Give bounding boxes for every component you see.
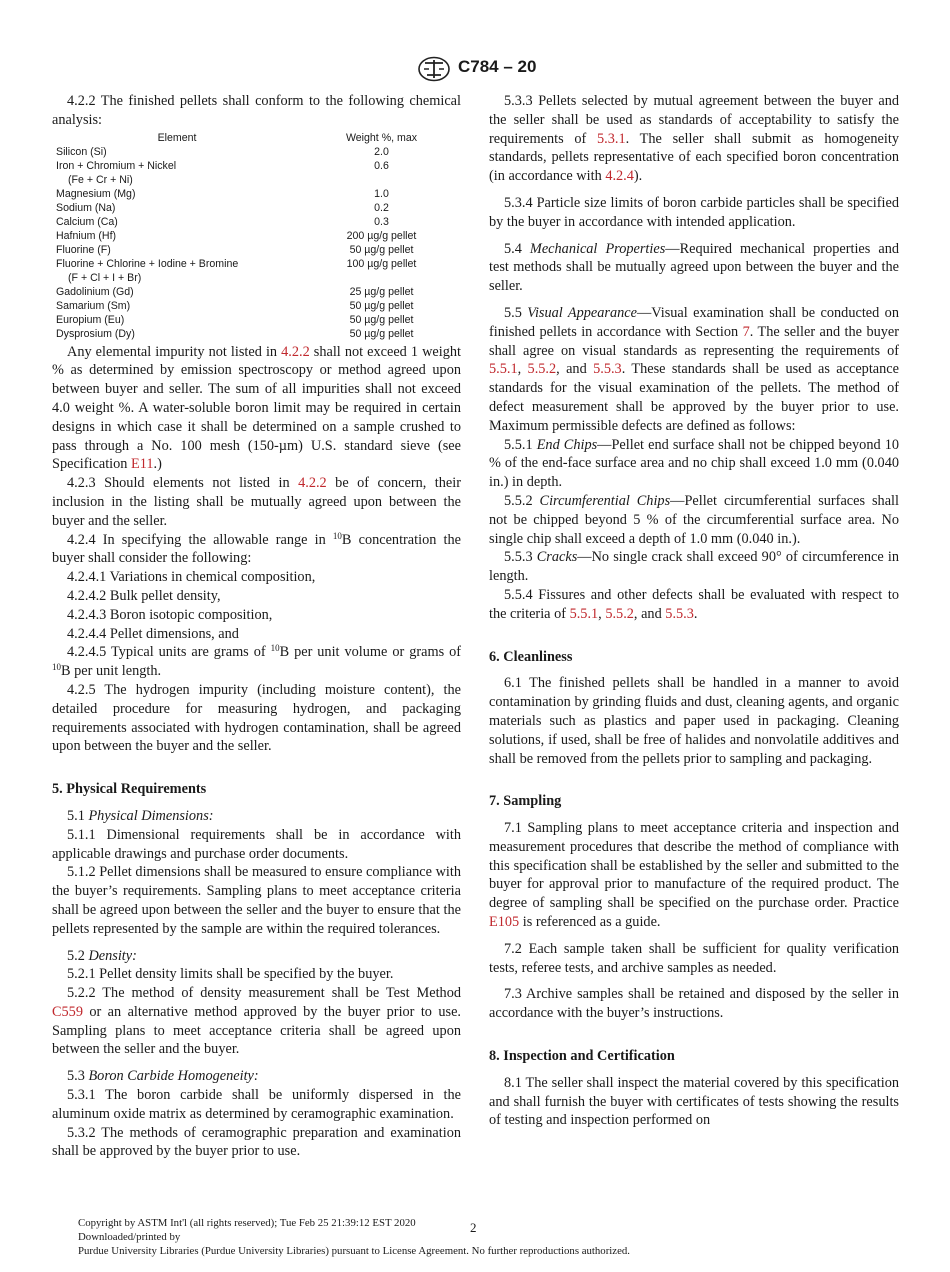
link-4-2-2[interactable]: 4.2.2 [281,343,310,360]
element-name: Iron + Chromium + Nickel [56,159,177,172]
table-row [52,215,461,229]
weight-value: 50 µg/g pellet [349,313,414,326]
para-5-2: 5.2 Density: [67,947,137,964]
weight-value: 0.2 [374,201,389,214]
footer-downloaded-line: Downloaded/printed by [78,1231,181,1243]
para-7-2: 7.2 Each sample taken shall be sufficient for quality verification tests, referee tests, and archive samples as needed. [489,940,899,976]
para-4-2-4-2: 4.2.4.2 Bulk pellet density, [67,587,221,604]
table-row [52,257,461,285]
element-name: Fluorine (F) [56,243,111,256]
para-5-1-1: 5.1.1 Dimensional requirements shall be in accordance with applicable drawings and purchase order documents. [52,826,461,862]
table-row [52,285,461,299]
section-heading-8: 8. Inspection and Certification [489,1048,675,1065]
weight-value: 50 µg/g pellet [349,299,414,312]
element-name: Calcium (Ca) [56,215,118,228]
copyright-footer [78,1216,898,1258]
para-4-2-4-4: 4.2.4.4 Pellet dimensions, and [67,625,239,642]
chemical-analysis-table [52,131,461,341]
para-5-1-2: 5.1.2 Pellet dimensions shall be measured to ensure compliance with the buyer’s requirements. Sampling plans to meet acceptance criteria shall be agreed upon between the seller and the buyer to ensure that the pellets represented by the sample are within the required tolerances. [52,864,461,937]
para-8-1: 8.1 The seller shall inspect the material covered by this specification and shall furnish the buyer with certificates of tests showing the results of testing and inspection performed on [489,1074,899,1129]
para-4-2-4-3: 4.2.4.3 Boron isotopic composition, [67,606,273,623]
link-e105[interactable]: E105 [489,914,520,931]
section-heading-5: 5. Physical Requirements [52,781,207,798]
astm-logo-icon [416,56,452,82]
column-header-element: Element [157,131,197,144]
right-column [489,92,899,1130]
element-name: Gadolinium (Gd) [56,285,134,298]
table-row [52,299,461,313]
page-number: 2 [470,1220,477,1235]
element-name: Europium (Eu) [56,313,125,326]
weight-value: 50 µg/g pellet [349,243,414,256]
para-5-2-1: 5.2.1 Pellet density limits shall be specified by the buyer. [67,966,394,983]
para-5-1: 5.1 Physical Dimensions: [67,807,214,824]
element-name: Samarium (Sm) [56,299,131,312]
para-5-5-4: 5.5.4 Fissures and other defects shall be evaluated with respect to the criteria of 5.5.1, 5.5.2, and 5.5.3. [489,586,899,622]
footer-copyright-line: Copyright by ASTM Int'l (all rights reserved); Tue Feb 25 21:39:12 EST 2020 [78,1217,416,1229]
link-5-3-1[interactable]: 5.3.1 [597,130,626,147]
para-4-2-5: 4.2.5 The hydrogen impurity (including moisture content), the detailed procedure for measuring hydrogen, and packaging requirements associated with hydrogen contamination, shall be agreed upon between the buyer and the seller. [52,681,461,755]
table-row [52,187,461,201]
link-5-5-2[interactable]: 5.5.2 [527,361,557,378]
table-row [52,327,461,341]
para-4-2-3: 4.2.3 Should elements not listed in 4.2.2 be of concern, their inclusion in the listing shall be mutually agreed upon between the buyer and the seller. [52,475,462,529]
superscript-10: 10 [332,530,342,541]
table-row [52,313,461,327]
element-name: Fluorine + Chlorine + Iodine + Bromine [56,257,239,270]
superscript-10: 10 [270,643,280,654]
link-5-5-1[interactable]: 5.5.1 [569,605,599,622]
table-header-row [52,131,461,145]
link-5-5-2[interactable]: 5.5.2 [605,605,634,622]
weight-value: 0.3 [374,215,389,228]
section-heading-6: 6. Cleanliness [489,648,573,665]
weight-value: 1.0 [374,187,389,200]
link-4-2-4[interactable]: 4.2.4 [605,168,634,185]
para-4-2-4-1: 4.2.4.1 Variations in chemical composition, [67,569,316,586]
page-header [0,56,950,82]
para-4-2-2: 4.2.2 The finished pellets shall conform to the following chemical analysis: [52,93,461,128]
element-name: Sodium (Na) [56,201,116,214]
para-5-2-2: 5.2.2 The method of density measurement shall be Test Method C559 or an alternative method approved by the buyer prior to use. Sampling plans to meet acceptance criteria shall be agreed upon between the seller and the buyer. [52,985,461,1058]
column-header-weight: Weight %, max [345,131,418,144]
section-heading-7: 7. Sampling [489,793,562,810]
link-5-5-3[interactable]: 5.5.3 [593,361,622,378]
link-4-2-2[interactable]: 4.2.2 [298,475,327,492]
para-5-3-3: 5.3.3 Pellets selected by mutual agreement between the buyer and the seller shall be used as standards of acceptability to satisfy the requirements of 5.3.1. The seller shall submit as homogeneity standards, pellets representative of each specified boron concentration (in accordance with 4.2.4). [489,93,899,185]
para-5-3-2: 5.3.2 The methods of ceramographic preparation and examination shall be approved by the buyer prior to use. [52,1124,461,1160]
link-e11[interactable]: E11 [131,456,154,473]
para-impurity-limits: Any elemental impurity not listed in 4.2.2 shall not exceed 1 weight % as determined by emission spectroscopy or method agreed upon between buyer and seller. The sum of all impurities shall not exceed 4.0 weight %. A water-soluble boron limit may be required in certain designs in which case it shall be determined on a sample crushed to pass through a No. 100 mesh (150-µm) U.S. standard sieve (see Specification E11.) [52,343,461,473]
para-5-4: 5.4 Mechanical Properties—Required mechanical properties and test methods shall be mutually agreed upon between the buyer and the seller. [489,240,900,295]
document-designation: C784 – 20 [458,57,537,76]
para-5-5-1: 5.5.1 End Chips—Pellet end surface shall not be chipped beyond 10 % of the end-face surface area and no chip shall exceed 1.0 mm (0.040 in.) in depth. [489,436,899,491]
para-5-3-1: 5.3.1 The boron carbide shall be uniformly dispersed in the aluminum oxide matrix as determined by ceramographic examination. [52,1087,461,1122]
para-5-5: 5.5 Visual Appearance—Visual examination shall be conducted on finished pellets in accordance with Section 7. The seller and the buyer shall agree on visual standards as representing the requirements of 5.5.1, 5.5.2, and 5.5.3. These standards shall be used as acceptance standards for the visual examination of the pellets. The method of defect measurement shall be approved by the buyer prior to use. Maximum permissible defects are defined as follows: [489,304,899,434]
link-5-5-1[interactable]: 5.5.1 [489,361,518,378]
link-section-7[interactable]: 7 [742,323,750,340]
weight-value: 25 µg/g pellet [349,285,414,298]
element-name: Dysprosium (Dy) [56,327,135,340]
element-name: Magnesium (Mg) [56,187,136,200]
link-5-5-3[interactable]: 5.5.3 [665,605,694,622]
footer-license-line: Purdue University Libraries (Purdue University Libraries) pursuant to License Agreement. No further reproductions authorized. [78,1245,630,1257]
table-row [52,201,461,215]
weight-value: 0.6 [374,159,389,172]
para-4-2-4: 4.2.4 In specifying the allowable range in $^{10}$B concentration the buyer shall consider the following: [52,530,461,567]
table-row [52,145,461,159]
element-formula: (Fe + Cr + Ni) [68,173,133,186]
para-7-3: 7.3 Archive samples shall be retained and disposed by the seller in accordance with the buyer’s instructions. [489,986,899,1022]
para-5-3-4: 5.3.4 Particle size limits of boron carbide particles shall be specified by the buyer in accordance with intended application. [489,194,899,230]
element-formula: (F + Cl + I + Br) [68,271,142,284]
superscript-10: 10 [52,662,61,673]
link-c559[interactable]: C559 [52,1003,83,1020]
table-row [52,159,461,187]
left-column [52,92,461,1161]
table-row [52,243,461,257]
para-7-1: 7.1 Sampling plans to meet acceptance criteria and inspection and measurement procedures that describe the method of compliance with this specification shall be established by the seller and submitted to the buyer for approval prior to manufacture of the required product. The degree of sampling shall be specified on the purchase order. Practice E105 is referenced as a guide. [489,820,899,931]
para-4-2-4-5: 4.2.4.5 Typical units are grams of $^{10}$B per unit volume or grams of $^{10}$B per unit length. [52,643,461,680]
weight-value: 200 µg/g pellet [346,229,417,242]
element-name: Silicon (Si) [56,145,107,158]
para-5-3: 5.3 Boron Carbide Homogeneity: [67,1068,259,1085]
table-row [52,229,461,243]
para-5-5-3: 5.5.3 Cracks—No single crack shall exceed 90° of circumference in length. [489,549,899,585]
weight-value: 50 µg/g pellet [349,327,414,340]
element-name: Hafnium (Hf) [56,229,117,242]
weight-value: 100 µg/g pellet [346,257,417,270]
para-6-1: 6.1 The finished pellets shall be handled in a manner to avoid contamination by grinding fluids and dust, cleaning agents, and organic materials such as plastics and paper used in packaging. Cleaning solutions, if used, shall be free of halides and nonvolatile additives and shall be removed from the pellets prior to sampling and packaging. [489,675,899,767]
weight-value: 2.0 [374,145,389,158]
para-5-5-2: 5.5.2 Circumferential Chips—Pellet circumferential surfaces shall not be chipped beyond 5 % of the circumferential surface area. No single chip shall exceed a depth of 1.0 mm (0.040 in.). [489,492,899,547]
